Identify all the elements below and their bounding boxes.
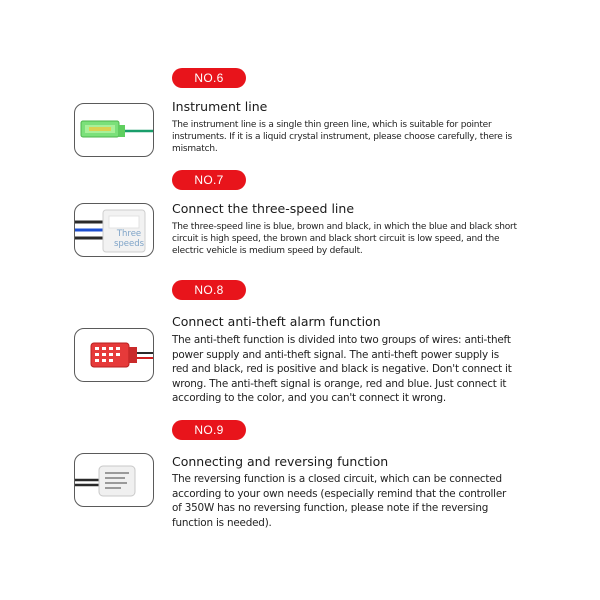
section-6-image (74, 103, 154, 157)
section-7-description: The three-speed line is blue, brown and black, in which the blue and black short circuit is high speed, the brown and black short circuit is low speed, and the electric vehicle is medium speed by default. (172, 222, 517, 256)
section-8-description: The anti-theft function is divided into two groups of wires: anti-theft power supply and anti-theft signal. The anti-theft power supply is red and black, red is positive and black is negative. Don't connect it wrong. The anti-theft signal is orange, red and blue. Just connect it according to the color, and you can't connect it wrong. (172, 334, 512, 404)
section-9-title: Connecting and reversing function (172, 454, 389, 469)
reverse-connector-icon (75, 454, 154, 507)
section-9-description: The reversing function is a closed circuit, which can be connected according to your own needs (especially remind that the controller of 350W has no reversing function, please note if the reversing function is needed). (172, 473, 507, 529)
section-8-badge: NO.8 (172, 280, 246, 300)
section-6-description: The instrument line is a single thin green line, which is suitable for pointer instruments. If it is a liquid crystal instrument, please choose carefully, there is mismatch. (172, 120, 513, 154)
three-speed-label-line2: speeds (113, 239, 145, 249)
red-alarm-connector-icon (75, 329, 154, 382)
section-7-title: Connect the three-speed line (172, 201, 355, 216)
section-9-badge: NO.9 (172, 420, 246, 440)
section-9-image (74, 453, 154, 507)
section-8-image (74, 328, 154, 382)
three-speed-label-line1: Three (116, 229, 142, 239)
section-7-badge: NO.7 (172, 170, 246, 190)
section-6-title: Instrument line (172, 99, 268, 114)
green-connector-icon (75, 104, 154, 157)
section-6-badge: NO.6 (172, 68, 246, 88)
section-7-image (74, 203, 154, 257)
section-8-title: Connect anti-theft alarm function (172, 314, 381, 329)
